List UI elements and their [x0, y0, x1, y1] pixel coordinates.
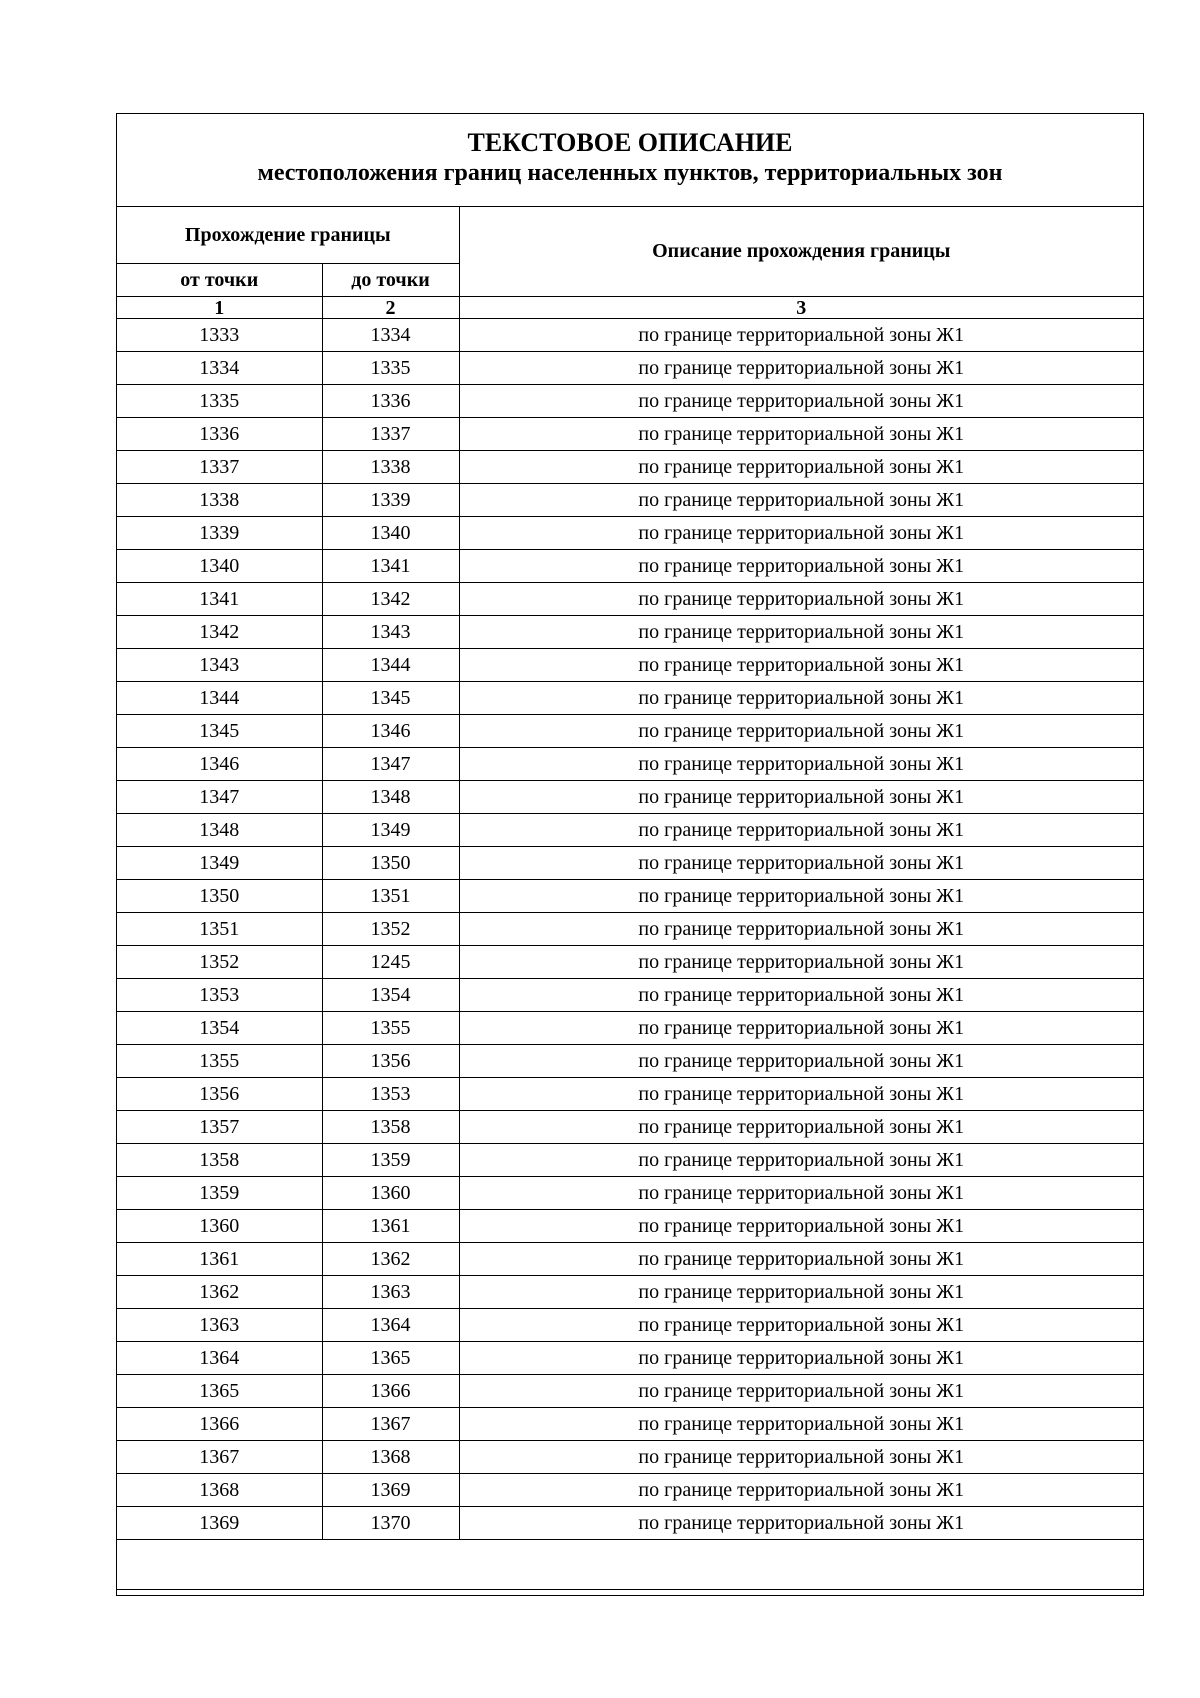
header-col-number-2: 2 — [322, 297, 459, 319]
point-from-cell: 1336 — [117, 418, 322, 451]
point-from-cell: 1355 — [117, 1045, 322, 1078]
description-cell: по границе территориальной зоны Ж1 — [459, 946, 1143, 979]
table-row — [117, 1078, 1143, 1111]
table-row — [117, 1210, 1143, 1243]
point-to-cell: 1353 — [322, 1078, 459, 1111]
description-cell: по границе территориальной зоны Ж1 — [459, 1177, 1143, 1210]
point-from-cell: 1360 — [117, 1210, 322, 1243]
table-row — [117, 1408, 1143, 1441]
point-to-cell: 1342 — [322, 583, 459, 616]
point-from-cell: 1369 — [117, 1507, 322, 1540]
point-to-cell: 1360 — [322, 1177, 459, 1210]
table-row — [117, 913, 1143, 946]
table-row — [117, 1507, 1143, 1540]
point-from-cell: 1353 — [117, 979, 322, 1012]
description-cell: по границе территориальной зоны Ж1 — [459, 1375, 1143, 1408]
point-from-cell: 1341 — [117, 583, 322, 616]
table-row — [117, 1111, 1143, 1144]
point-to-cell: 1351 — [322, 880, 459, 913]
table-row — [117, 1177, 1143, 1210]
point-from-cell: 1368 — [117, 1474, 322, 1507]
description-cell: по границе территориальной зоны Ж1 — [459, 1276, 1143, 1309]
table-row — [117, 781, 1143, 814]
description-cell: по границе территориальной зоны Ж1 — [459, 451, 1143, 484]
table-row — [117, 451, 1143, 484]
point-to-cell: 1336 — [322, 385, 459, 418]
point-from-cell: 1346 — [117, 748, 322, 781]
point-to-cell: 1365 — [322, 1342, 459, 1375]
point-from-cell: 1361 — [117, 1243, 322, 1276]
point-to-cell: 1364 — [322, 1309, 459, 1342]
table-row — [117, 352, 1143, 385]
description-cell: по границе территориальной зоны Ж1 — [459, 913, 1143, 946]
table-row — [117, 1474, 1143, 1507]
point-to-cell: 1362 — [322, 1243, 459, 1276]
point-to-cell: 1350 — [322, 847, 459, 880]
point-to-cell: 1344 — [322, 649, 459, 682]
description-cell: по границе территориальной зоны Ж1 — [459, 385, 1143, 418]
description-cell: по границе территориальной зоны Ж1 — [459, 1408, 1143, 1441]
description-cell: по границе территориальной зоны Ж1 — [459, 1474, 1143, 1507]
description-cell: по границе территориальной зоны Ж1 — [459, 352, 1143, 385]
point-from-cell: 1352 — [117, 946, 322, 979]
point-to-cell: 1370 — [322, 1507, 459, 1540]
description-cell: по границе территориальной зоны Ж1 — [459, 781, 1143, 814]
point-to-cell: 1349 — [322, 814, 459, 847]
description-cell: по границе территориальной зоны Ж1 — [459, 649, 1143, 682]
document-subtitle: местоположения границ населенных пунктов, территориальных зон — [257, 160, 1003, 186]
table-row — [117, 880, 1143, 913]
point-to-cell: 1361 — [322, 1210, 459, 1243]
point-from-cell: 1363 — [117, 1309, 322, 1342]
description-cell: по границе территориальной зоны Ж1 — [459, 847, 1143, 880]
table-row — [117, 484, 1143, 517]
header-col-number-3: 3 — [459, 297, 1143, 319]
header-description: Описание прохождения границы — [459, 207, 1143, 297]
point-from-cell: 1348 — [117, 814, 322, 847]
point-to-cell: 1335 — [322, 352, 459, 385]
description-cell: по границе территориальной зоны Ж1 — [459, 1210, 1143, 1243]
table-row — [117, 649, 1143, 682]
description-cell: по границе территориальной зоны Ж1 — [459, 1111, 1143, 1144]
point-from-cell: 1337 — [117, 451, 322, 484]
description-cell: по границе территориальной зоны Ж1 — [459, 319, 1143, 352]
point-from-cell: 1335 — [117, 385, 322, 418]
point-to-cell: 1337 — [322, 418, 459, 451]
point-from-cell: 1351 — [117, 913, 322, 946]
point-from-cell: 1365 — [117, 1375, 322, 1408]
table-row — [117, 616, 1143, 649]
point-from-cell: 1364 — [117, 1342, 322, 1375]
description-cell: по границе территориальной зоны Ж1 — [459, 616, 1143, 649]
point-to-cell: 1354 — [322, 979, 459, 1012]
point-to-cell: 1352 — [322, 913, 459, 946]
description-cell: по границе территориальной зоны Ж1 — [459, 418, 1143, 451]
description-cell: по границе территориальной зоны Ж1 — [459, 1309, 1143, 1342]
point-to-cell: 1368 — [322, 1441, 459, 1474]
point-to-cell: 1346 — [322, 715, 459, 748]
table-row — [117, 847, 1143, 880]
description-cell: по границе территориальной зоны Ж1 — [459, 682, 1143, 715]
table-row — [117, 1309, 1143, 1342]
point-to-cell: 1363 — [322, 1276, 459, 1309]
table-row — [117, 517, 1143, 550]
point-to-cell: 1358 — [322, 1111, 459, 1144]
point-from-cell: 1340 — [117, 550, 322, 583]
point-to-cell: 1339 — [322, 484, 459, 517]
table-row — [117, 319, 1143, 352]
table-row — [117, 814, 1143, 847]
point-from-cell: 1344 — [117, 682, 322, 715]
point-to-cell: 1245 — [322, 946, 459, 979]
table-row — [117, 682, 1143, 715]
point-to-cell: 1347 — [322, 748, 459, 781]
table-row — [117, 1441, 1143, 1474]
point-to-cell: 1334 — [322, 319, 459, 352]
point-from-cell: 1349 — [117, 847, 322, 880]
description-cell: по границе территориальной зоны Ж1 — [459, 1078, 1143, 1111]
table-row — [117, 1045, 1143, 1078]
description-cell: по границе территориальной зоны Ж1 — [459, 979, 1143, 1012]
point-from-cell: 1345 — [117, 715, 322, 748]
title-block — [117, 114, 1143, 207]
point-to-cell: 1356 — [322, 1045, 459, 1078]
document-frame — [116, 113, 1144, 1596]
point-from-cell: 1350 — [117, 880, 322, 913]
point-to-cell: 1343 — [322, 616, 459, 649]
description-cell: по границе территориальной зоны Ж1 — [459, 880, 1143, 913]
table-row — [117, 1012, 1143, 1045]
point-to-cell: 1345 — [322, 682, 459, 715]
point-from-cell: 1343 — [117, 649, 322, 682]
point-to-cell: 1366 — [322, 1375, 459, 1408]
description-cell: по границе территориальной зоны Ж1 — [459, 1144, 1143, 1177]
header-from-point: от точки — [117, 264, 322, 297]
description-cell: по границе территориальной зоны Ж1 — [459, 715, 1143, 748]
description-cell: по границе территориальной зоны Ж1 — [459, 1243, 1143, 1276]
table-row — [117, 385, 1143, 418]
point-from-cell: 1342 — [117, 616, 322, 649]
point-from-cell: 1333 — [117, 319, 322, 352]
description-cell: по границе территориальной зоны Ж1 — [459, 1045, 1143, 1078]
description-cell: по границе территориальной зоны Ж1 — [459, 550, 1143, 583]
point-to-cell: 1341 — [322, 550, 459, 583]
table-row — [117, 715, 1143, 748]
table-row — [117, 1144, 1143, 1177]
description-cell: по границе территориальной зоны Ж1 — [459, 1342, 1143, 1375]
point-from-cell: 1347 — [117, 781, 322, 814]
document-title: ТЕКСТОВОЕ ОПИСАНИЕ — [467, 128, 793, 157]
header-to-point: до точки — [322, 264, 459, 297]
table-body — [117, 319, 1143, 1540]
description-cell: по границе территориальной зоны Ж1 — [459, 748, 1143, 781]
bottom-rule — [116, 1589, 1144, 1590]
point-from-cell: 1356 — [117, 1078, 322, 1111]
description-cell: по границе территориальной зоны Ж1 — [459, 1012, 1143, 1045]
table-row — [117, 418, 1143, 451]
description-cell: по границе территориальной зоны Ж1 — [459, 814, 1143, 847]
description-cell: по границе территориальной зоны Ж1 — [459, 1507, 1143, 1540]
table-row — [117, 550, 1143, 583]
point-to-cell: 1340 — [322, 517, 459, 550]
point-to-cell: 1348 — [322, 781, 459, 814]
table-row — [117, 946, 1143, 979]
point-from-cell: 1338 — [117, 484, 322, 517]
table-row — [117, 583, 1143, 616]
point-from-cell: 1358 — [117, 1144, 322, 1177]
table-row — [117, 1276, 1143, 1309]
point-to-cell: 1359 — [322, 1144, 459, 1177]
table-row — [117, 1243, 1143, 1276]
point-to-cell: 1355 — [322, 1012, 459, 1045]
description-cell: по границе территориальной зоны Ж1 — [459, 1441, 1143, 1474]
point-from-cell: 1354 — [117, 1012, 322, 1045]
boundary-table — [117, 207, 1143, 1540]
point-from-cell: 1339 — [117, 517, 322, 550]
point-from-cell: 1362 — [117, 1276, 322, 1309]
point-from-cell: 1334 — [117, 352, 322, 385]
point-from-cell: 1357 — [117, 1111, 322, 1144]
description-cell: по границе территориальной зоны Ж1 — [459, 517, 1143, 550]
point-from-cell: 1366 — [117, 1408, 322, 1441]
table-row — [117, 979, 1143, 1012]
table-row — [117, 1342, 1143, 1375]
header-boundary-passage: Прохождение границы — [117, 207, 459, 264]
header-col-number-1: 1 — [117, 297, 322, 319]
description-cell: по границе территориальной зоны Ж1 — [459, 484, 1143, 517]
point-from-cell: 1367 — [117, 1441, 322, 1474]
point-to-cell: 1338 — [322, 451, 459, 484]
table-header — [117, 207, 1143, 319]
point-to-cell: 1367 — [322, 1408, 459, 1441]
table-row — [117, 1375, 1143, 1408]
description-cell: по границе территориальной зоны Ж1 — [459, 583, 1143, 616]
point-from-cell: 1359 — [117, 1177, 322, 1210]
table-row — [117, 748, 1143, 781]
point-to-cell: 1369 — [322, 1474, 459, 1507]
